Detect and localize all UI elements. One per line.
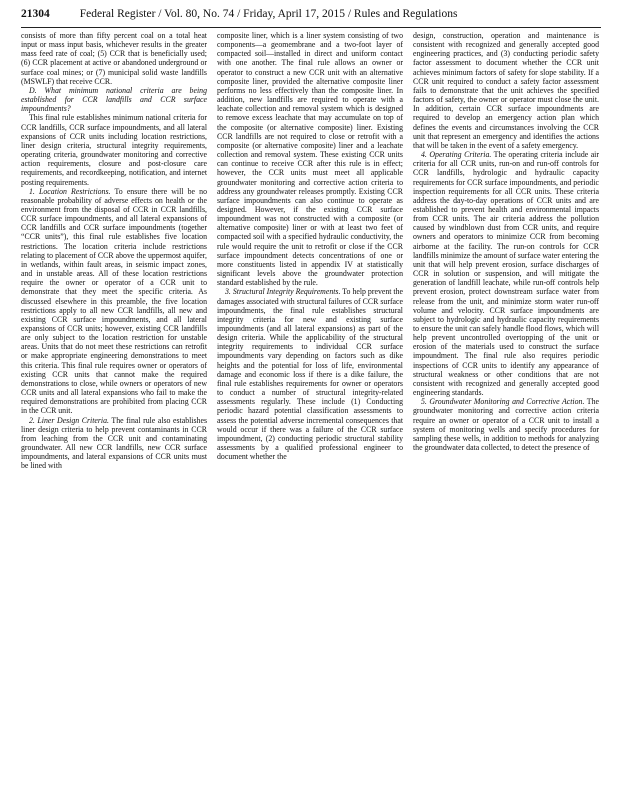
body-paragraph: [21, 416, 207, 471]
paragraph-lead: 4. Operating Criteria.: [421, 150, 492, 160]
paragraph-text: design, construction, operation and maintenance is consistent with recognized and generally accepted good engineering practices, and (3) conducting periodic safety factor assessment to document whether the CCR unit achieves minimum factors of safety for slope stability. If a CCR unit required to conduct a safety factor assessment fails to demonstrate that the unit achieves the specified factors of safety, the owner or operator must close the unit. In addition, certain CCR surface impoundments are required to develop an emergency action plan which defines the events and circumstances involving the CCR unit that represent an emergency and identifies the actions that will be taken in the event of a safety emergency.: [413, 31, 599, 150]
text-column-3: [413, 31, 599, 791]
paragraph-lead: 1. Location Restrictions.: [29, 186, 111, 196]
body-paragraph: [413, 397, 599, 452]
body-paragraph: [21, 113, 207, 186]
paragraph-text: The operating criteria include air criteria for all CCR units, run-on and run-off controls for CCR landfills, hydrologic and hydraulic capacity requirements for CCR surface impoundments, and periodic inspection requirements for all CCR units. These criteria address the day-to-day operations of CCR units and are established to prevent health and environmental impacts from CCR units. The air criteria address the pollution caused by windblown dust from CCR units, and require owners and operators to minimize CCR from becoming airborne at the facility. The run-on controls for CCR landfills minimize the amount of surface water entering the unit that will help prevent erosion, surface discharges of CCR in solution or suspension, and will mitigate the generation of landfill leachate, while run-off controls help prevent erosion, protect downstream surface water from release from the unit, and minimize storm water run-off volume and velocity. CCR surface impoundments are subject to hydrologic and hydraulic capacity requirements to ensure the unit can safely handle flood flows, which will help prevent uncontrolled overtopping of the unit or erosion of the materials used to construct the surface impoundment. The final rule also requires periodic inspections of CCR units to identify any appearance of structural weakness or other conditions that are not consistent with recognized and generally accepted good engineering standards.: [413, 150, 599, 398]
paragraph-text: The final rule also establishes liner design criteria to help prevent contaminants in CCR from leaching from the CCR unit and contaminating groundwater. All new CCR landfills, new CCR surface impoundments, and lateral expansions of CCR units must be lined with: [21, 415, 207, 471]
text-column-1: [21, 31, 207, 791]
running-title: Federal Register / Vol. 80, No. 74 / Friday, April 17, 2015 / Rules and Regulations: [79, 8, 458, 20]
text-column-2: [217, 31, 403, 791]
body-paragraph: [217, 287, 403, 461]
body-paragraph: [413, 31, 599, 150]
paragraph-lead: 5. Groundwater Monitoring and Corrective Action.: [421, 397, 585, 407]
header-divider: [21, 27, 601, 28]
page-header: [21, 8, 601, 24]
page-number: 21304: [21, 8, 50, 20]
paragraph-text: The groundwater monitoring and corrective action criteria require an owner or operator of a CCR unit to install a system of monitoring wells and specify procedures for sampling these wells, in addition to methods for analyzing the groundwater data collected, to detect the presence of: [413, 397, 599, 453]
paragraph-text: This final rule establishes minimum national criteria for CCR landfills, CCR surface impoundments, and all lateral expansions of CCR units including location restrictions, liner design criteria, structural integrity requirements, operating criteria, groundwater monitoring and corrective action requirements, closure and post-closure care requirements, and recordkeeping, notification, and internet posting requirements.: [21, 113, 207, 187]
paragraph-text: To help prevent the damages associated with structural failures of CCR surface impoundments, the final rule establishes structural integrity criteria for new and existing surface impoundments (and all lateral expansions) as part of the design criteria. While the applicability of the structural integrity requirements to individual CCR surface impoundments vary depending on factors such as dike heights and the potential for loss of life, environmental damage and economic loss if there is a dike failure, the final rule establishes requirements for owner or operators to conduct a number of structural integrity-related assessments regularly. These include (1) Conducting periodic hazard potential classification assessments to assess the potential adverse incremental consequences that would occur if there was a failure of the CCR surface impoundment, (2) conducting periodic structural stability assessments by a qualified professional engineer to document whether the: [217, 287, 403, 462]
body-paragraph: [21, 31, 207, 86]
paragraph-text: To ensure there will be no reasonable probability of adverse effects on health or the environment from the disposal of CCR in CCR landfills, CCR surface impoundments, and all lateral expansions of CCR landfills and CCR surface impoundments (together “CCR units”), this final rule establishes five location restrictions. The location criteria include restrictions relating to placement of CCR above the uppermost aquifer, in wetlands, within fault areas, in seismic impact zones, and in unstable areas. All of these location restrictions require the owner or operator of a CCR unit to demonstrate that they meet the specific criteria. As discussed elsewhere in this preamble, the five location restrictions apply to all new CCR landfills, all new and existing CCR surface impoundments, and all lateral expansions of CCR units; however, existing CCR landfills are only subject to the location restriction for unstable areas. Units that do not meet these restrictions can retrofit or make appropriate engineering demonstrations to meet this criteria. This final rule requires owner or operators of existing CCR units that cannot make the required demonstrations to close, while owners or operators of new CCR units and all lateral expansions who fail to make the required demonstrations are prohibited from placing CCR in the CCR unit.: [21, 186, 207, 416]
paragraph-text: composite liner, which is a liner system consisting of two components—a geomembrane and a two-foot layer of compacted soil—installed in direct and uniform contact with one another. The final rule allows an owner or operator to construct a new CCR unit with an alternative composite liner, provided the alternative composite liner performs no less effectively than the composite liner. In addition, new landfills are required to operate with a leachate collection and removal system which is designed to remove excess leachate that may accumulate on top of the composite (or alternative composite) liner. Existing CCR landfills are not required to close or retrofit with a composite (or alternative composite) liner and a leachate collection and removal system. These existing CCR units can continue to receive CCR after this rule is in effect; however, the CCR units must meet all applicable groundwater monitoring and corrective action criteria to address any groundwater releases promptly. Existing CCR surface impoundments can also continue to operate as designed. However, if the existing CCR surface impoundment was not constructed with a composite (or alternative composite) liner or with at least two feet of compacted soil with a specified hydraulic conductivity, the rule would require the unit to retrofit or close if the CCR surface impoundment detects concentrations of one or more constituents listed in appendix IV at statistically significant levels above the groundwater protection standard established by the rule.: [217, 31, 403, 288]
paragraph-text: consists of more than fifty percent coal on a total heat input or mass input basis, whichever results in the greater mass feed rate of coal; (5) CCR that is beneficially used; (6) CCR placement at active or abandoned underground or surface coal mines; or (7) municipal solid waste landfills (MSWLF) that receive CCR.: [21, 31, 207, 86]
paragraph-lead: 2. Liner Design Criteria.: [29, 415, 109, 425]
section-heading: D. What minimum national criteria are being established for CCR landfills and CCR surface impoundments?: [21, 85, 207, 114]
paragraph-lead: 3. Structural Integrity Requirements.: [225, 287, 341, 297]
body-paragraph: [21, 187, 207, 416]
body-paragraph: [413, 150, 599, 397]
body-paragraph: [217, 31, 403, 287]
